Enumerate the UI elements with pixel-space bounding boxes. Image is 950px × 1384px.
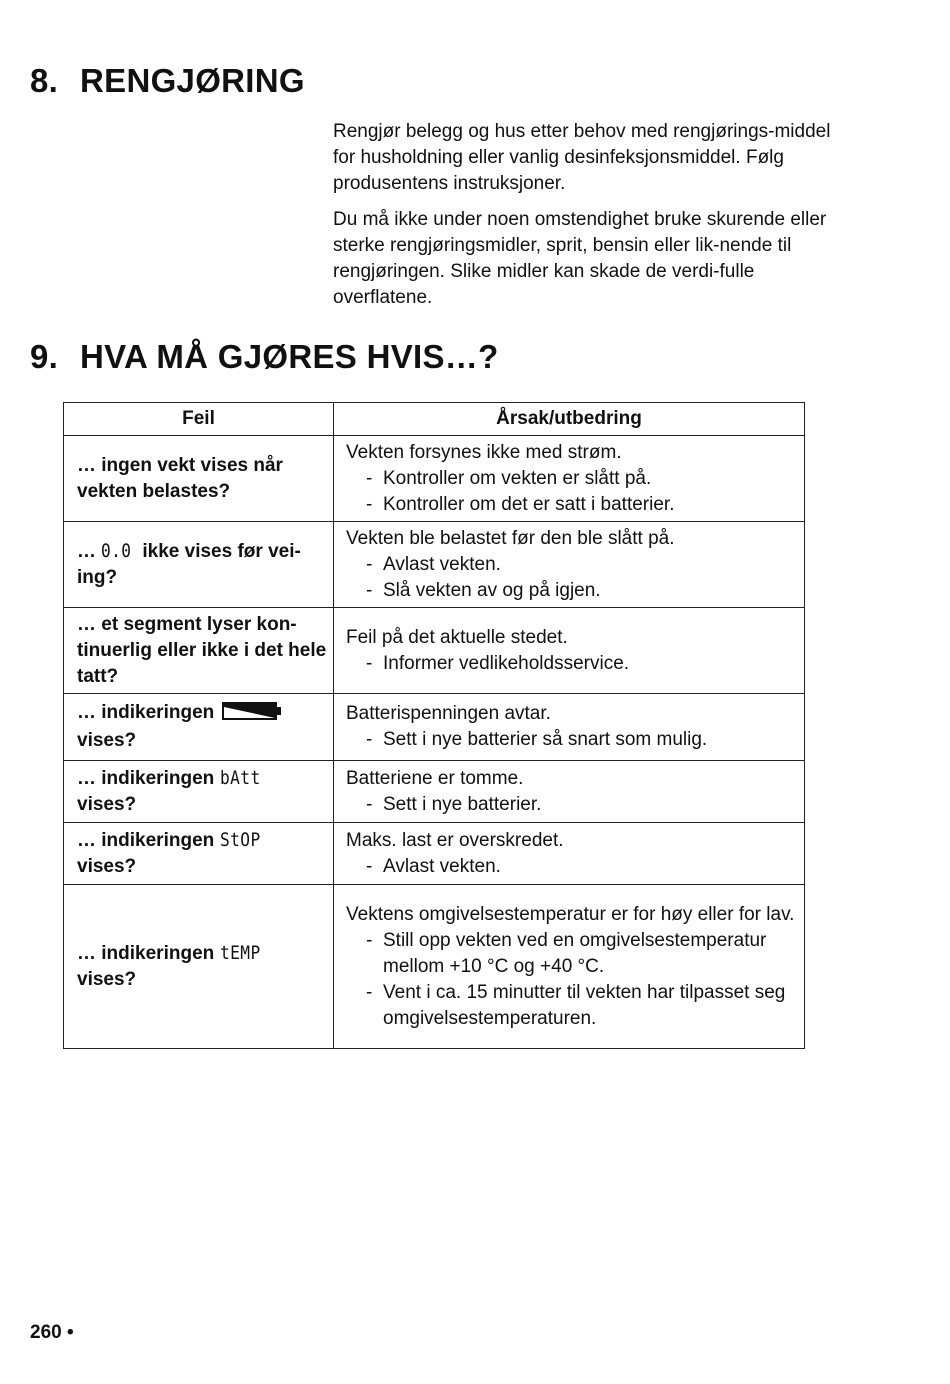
page-number: 260 • bbox=[30, 1322, 74, 1343]
action-item: - Informer vedlikeholdsservice. bbox=[366, 651, 800, 677]
cause-text: Vekten forsynes ikke med strøm. bbox=[346, 441, 622, 463]
section-8-number: 8. bbox=[30, 62, 59, 99]
cause-cell bbox=[334, 608, 805, 694]
header-cause: Årsak/utbedring bbox=[334, 403, 805, 436]
action-list bbox=[346, 727, 800, 753]
fault-prefix: … indikeringen bbox=[77, 702, 215, 723]
battery-low-icon bbox=[222, 702, 282, 728]
section-8-title: RENGJØRING bbox=[80, 62, 305, 99]
cause-text: Vekten ble belastet før den ble slått på. bbox=[346, 527, 675, 549]
action-list bbox=[346, 466, 800, 518]
action-item: - Avlast vekten. bbox=[366, 552, 800, 578]
fault-cell bbox=[64, 885, 334, 1049]
cause-text: Feil på det aktuelle stedet. bbox=[346, 626, 568, 648]
cause-cell bbox=[334, 522, 805, 608]
section-8-heading bbox=[30, 64, 305, 97]
display-reading: StOP bbox=[219, 829, 261, 851]
section-9-heading bbox=[30, 340, 499, 373]
action-item: - Sett i nye batterier så snart som mulig. bbox=[366, 727, 800, 753]
fault-cell bbox=[64, 522, 334, 608]
action-item: - Vent i ca. 15 minutter til vekten har tilpasset seg omgivelsestemperaturen. bbox=[366, 980, 800, 1032]
cause-cell bbox=[334, 694, 805, 761]
fault-prefix: … indikeringen bbox=[77, 768, 215, 789]
cause-cell bbox=[334, 761, 805, 823]
fault-cell bbox=[64, 694, 334, 761]
action-item: - Still opp vekten ved en omgivelsestemperatur mellom +10 °C og +40 °C. bbox=[366, 928, 800, 980]
cause-text: Vektens omgivelsestemperatur er for høy eller for lav. bbox=[346, 903, 795, 925]
cause-cell bbox=[334, 436, 805, 522]
cause-cell bbox=[334, 823, 805, 885]
table-row bbox=[64, 608, 805, 694]
fault-suffix: vises? bbox=[77, 794, 137, 815]
fault-suffix: vises? bbox=[77, 969, 137, 990]
action-item: - Avlast vekten. bbox=[366, 854, 800, 880]
action-item: - Kontroller om vekten er slått på. bbox=[366, 466, 800, 492]
action-list bbox=[346, 792, 800, 818]
display-reading: bAtt bbox=[219, 767, 261, 789]
display-reading: 0.0 bbox=[101, 540, 132, 562]
fault-suffix: vises? bbox=[77, 730, 137, 751]
cleaning-paragraph-1: Rengjør belegg og hus etter behov med rengjørings-middel for husholdning eller vanlig desinfeksjonsmiddel. Følg produsentens instruksjoner. bbox=[333, 121, 831, 194]
fault-prefix: … indikeringen bbox=[77, 943, 215, 964]
troubleshooting-table bbox=[63, 402, 805, 1049]
fault-suffix: ikke vises før vei-ing? bbox=[77, 541, 301, 588]
fault-cell bbox=[64, 761, 334, 823]
fault-prefix: … indikeringen bbox=[77, 830, 215, 851]
action-list bbox=[346, 854, 800, 880]
display-reading: tEMP bbox=[219, 942, 261, 964]
fault-cell bbox=[64, 823, 334, 885]
action-list bbox=[346, 651, 800, 677]
table-row bbox=[64, 694, 805, 761]
cause-text: Batterispenningen avtar. bbox=[346, 703, 551, 724]
action-item: - Slå vekten av og på igjen. bbox=[366, 578, 800, 604]
section-9-title: HVA MÅ GJØRES HVIS…? bbox=[80, 338, 499, 375]
fault-cell: … et segment lyser kon-tinuerlig eller ikke i det hele tatt? bbox=[64, 608, 334, 694]
header-fault: Feil bbox=[64, 403, 334, 436]
table-row bbox=[64, 761, 805, 823]
action-list bbox=[346, 552, 800, 604]
cause-text: Batteriene er tomme. bbox=[346, 767, 524, 789]
table-row bbox=[64, 885, 805, 1049]
table-row bbox=[64, 522, 805, 608]
cause-cell bbox=[334, 885, 805, 1049]
table-row bbox=[64, 823, 805, 885]
cleaning-paragraph-2: Du må ikke under noen omstendighet bruke skurende eller sterke rengjøringsmidler, sprit, bensin eller lik-nende til rengjøringen. Slike midler kan skade de verdi-fulle overflatene. bbox=[333, 209, 827, 308]
table-header-row bbox=[64, 403, 805, 436]
table-row bbox=[64, 436, 805, 522]
fault-suffix: vises? bbox=[77, 856, 137, 877]
section-9-number: 9. bbox=[30, 338, 59, 375]
fault-cell: … ingen vekt vises når vekten belastes? bbox=[64, 436, 334, 522]
cause-text: Maks. last er overskredet. bbox=[346, 829, 564, 851]
action-item: - Sett i nye batterier. bbox=[366, 792, 800, 818]
action-item: - Kontroller om det er satt i batterier. bbox=[366, 492, 800, 518]
action-list bbox=[346, 928, 800, 1032]
fault-prefix: … bbox=[77, 541, 96, 562]
